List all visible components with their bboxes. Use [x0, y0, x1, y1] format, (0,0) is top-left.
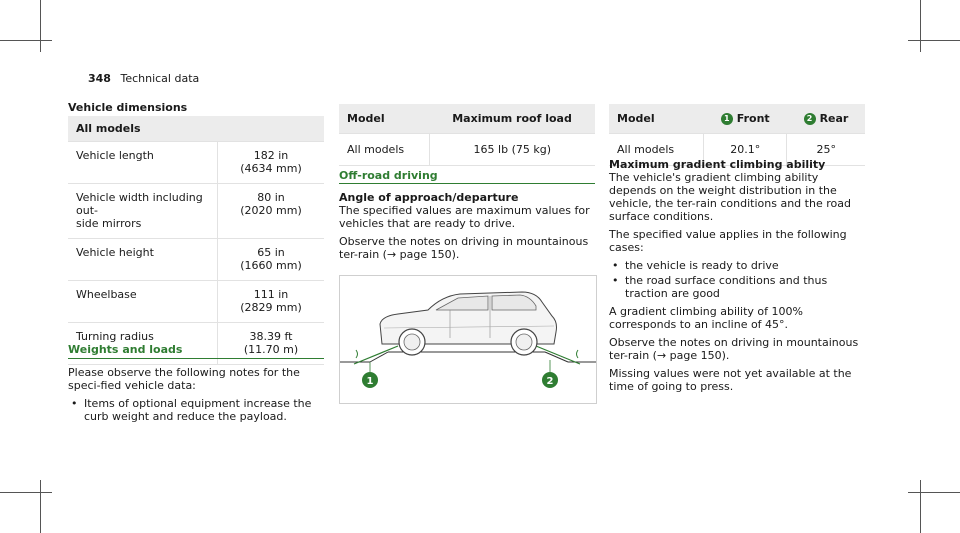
page-number: 348: [88, 72, 111, 85]
cell-front: 20.1°: [704, 134, 787, 166]
section-title: Technical data: [120, 72, 200, 85]
offroad-p2: Observe the notes on driving in mountainous ter-rain (→ page 150).: [339, 235, 589, 261]
col-header-rear: 2 Rear: [787, 104, 865, 134]
row-label: Vehicle height: [68, 239, 218, 281]
cell-roof-load: 165 lb (75 kg): [429, 134, 595, 166]
marker-1-badge: 1: [721, 113, 733, 125]
table-row: [68, 239, 324, 281]
crop-mark: [908, 492, 960, 493]
crop-mark: [0, 40, 52, 41]
marker-1: 1: [366, 376, 374, 387]
page-header: [88, 72, 199, 85]
row-label: Wheelbase: [68, 281, 218, 323]
crop-mark: [908, 40, 960, 41]
weights-text: [68, 366, 324, 428]
weights-list: [68, 397, 324, 423]
table-row: [339, 134, 595, 166]
offroad-subtitle: Angle of approach/departure: [339, 191, 519, 204]
row-label: Vehicle length: [68, 142, 218, 184]
weights-intro: Please observe the following notes for the speci-fied vehicle data:: [68, 366, 300, 392]
col-header-front: 1 Front: [704, 104, 787, 134]
crop-mark: [40, 480, 41, 533]
gradient-p1: The vehicle's gradient climbing ability depends on the weight distribution in the vehicle, the ter-rain conditions and the road surface conditions.: [609, 171, 851, 223]
col-header-model: Model: [339, 104, 429, 134]
gradient-p2: The specified value applies in the following cases:: [609, 228, 847, 254]
weights-title: Weights and loads: [68, 343, 183, 356]
table-header: All models: [68, 116, 324, 142]
approach-departure-figure: [339, 275, 597, 404]
gradient-p3: A gradient climbing ability of 100% corresponds to an incline of 45°.: [609, 305, 803, 331]
crop-mark: [920, 480, 921, 533]
offroad-p1: The specified values are maximum values for vehicles that are ready to drive.: [339, 204, 590, 230]
cell-rear: 25°: [787, 134, 865, 166]
section-rule: [68, 358, 324, 359]
cell-model: All models: [339, 134, 429, 166]
crop-mark: [40, 0, 41, 52]
gradient-list: [609, 259, 865, 300]
offroad-text: [339, 191, 595, 266]
table-row: [68, 281, 324, 323]
row-value: 111 in (2829 mm): [218, 281, 325, 323]
table-row: [68, 184, 324, 239]
gradient-p5: Missing values were not yet available at the time of going to press.: [609, 367, 852, 393]
gradient-p4: Observe the notes on driving in mountainous ter-rain (→ page 150).: [609, 336, 859, 362]
vehicle-illustration: [340, 276, 596, 403]
row-label: Turning radius: [68, 323, 218, 365]
row-value: 80 in (2020 mm): [218, 184, 325, 239]
row-label: Vehicle width including out- side mirrors: [68, 184, 218, 239]
crop-mark: [0, 492, 52, 493]
table-row: [68, 142, 324, 184]
list-item: • the vehicle is ready to drive: [609, 259, 865, 272]
offroad-title: Off-road driving: [339, 169, 438, 182]
gradient-title: Maximum gradient climbing ability: [609, 158, 826, 171]
col-header-roof-load: Maximum roof load: [429, 104, 595, 134]
row-value: 182 in (4634 mm): [218, 142, 325, 184]
list-item: • Items of optional equipment increase the curb weight and reduce the payload.: [68, 397, 324, 423]
row-value: 38.39 ft (11.70 m): [218, 323, 325, 365]
roof-load-table: [339, 104, 595, 166]
vehicle-dimensions-title: Vehicle dimensions: [68, 101, 188, 114]
list-item: • the road surface conditions and thus traction are good: [609, 274, 865, 300]
marker-2-badge: 2: [804, 113, 816, 125]
marker-2: 2: [546, 376, 554, 387]
section-rule: [339, 183, 595, 184]
approach-departure-table: [609, 104, 865, 166]
col-header-model: Model: [609, 104, 704, 134]
vehicle-dimensions-table: [68, 116, 324, 365]
row-value: 65 in (1660 mm): [218, 239, 325, 281]
crop-mark: [920, 0, 921, 52]
gradient-text: [609, 158, 865, 398]
cell-model: All models: [609, 134, 704, 166]
